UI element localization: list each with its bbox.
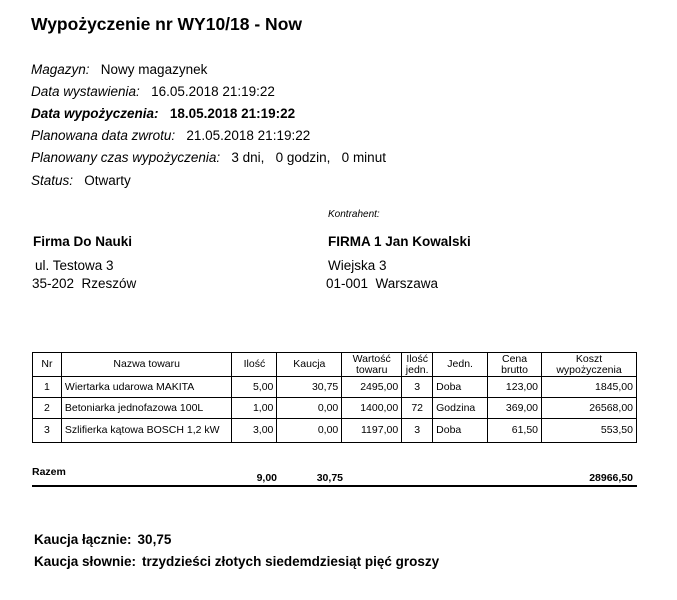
meta-issue-date [31,84,275,99]
header-units: Ilość jedn. [402,353,433,377]
header-nr: Nr [33,353,62,377]
summary-qty-total: 9,00 [256,472,277,484]
header-name: Nazwa towaru [61,353,232,377]
buyer-block [328,234,471,291]
deposit-total-line [34,532,171,547]
cell-nr: 1 [33,377,62,398]
deposit-words-label: Kaucja słownie: [34,554,137,569]
cell-nr: 3 [33,419,62,443]
meta-issue-date-label: Data wystawienia: [31,84,140,99]
summary-deposit-total: 30,75 [316,472,343,484]
cell-nr: 2 [33,398,62,419]
deposit-total-value: 30,75 [137,532,172,547]
cell-name: Wiertarka udarowa MAKITA [61,377,232,398]
seller-block [33,234,136,291]
meta-return-date [31,128,310,143]
cell-qty: 3,00 [232,419,277,443]
contractor-label: Kontrahent: [328,209,380,220]
meta-warehouse [31,62,207,77]
items-table [32,352,637,443]
header-cost: Koszt wypożyczenia [542,353,637,377]
deposit-words-line [34,554,439,569]
meta-rental-date-label: Data wypożyczenia: [31,106,159,121]
cell-cost: 1845,00 [542,377,637,398]
cell-deposit: 30,75 [277,377,342,398]
cell-unit: Doba [433,377,488,398]
cell-value: 1400,00 [342,398,402,419]
document-title: Wypożyczenie nr WY10/18 - Now [31,14,302,34]
cell-deposit: 0,00 [277,419,342,443]
seller-address-line1: ul. Testowa 3 [35,258,114,273]
summary-divider [32,485,637,487]
meta-warehouse-label: Magazyn: [31,62,90,77]
cell-unit: Doba [433,419,488,443]
header-qty: Ilość [232,353,277,377]
table-row [33,398,637,419]
meta-status [31,173,131,188]
cell-cost: 26568,00 [542,398,637,419]
cell-deposit: 0,00 [277,398,342,419]
meta-status-label: Status: [31,173,74,188]
cell-price: 61,50 [488,419,542,443]
meta-issue-date-value: 16.05.2018 21:19:22 [151,84,275,99]
deposit-total-label: Kaucja łącznie: [34,532,132,547]
header-unit: Jedn. [433,353,488,377]
meta-rental-date-value: 18.05.2018 21:19:22 [169,106,296,121]
cell-cost: 553,50 [542,419,637,443]
meta-planned-time-value: 3 dni, 0 godzin, 0 minut [231,150,386,165]
cell-units: 72 [402,398,433,419]
cell-qty: 5,00 [232,377,277,398]
cell-qty: 1,00 [232,398,277,419]
cell-unit: Godzina [433,398,488,419]
table-row [33,419,637,443]
deposit-words-value: trzydzieści złotych siedemdziesiąt pięć groszy [142,554,440,569]
cell-name: Szlifierka kątowa BOSCH 1,2 kW [61,419,232,443]
table-row [33,377,637,398]
summary-cost-total: 28966,50 [589,472,633,484]
buyer-name: FIRMA 1 Jan Kowalski [328,234,471,249]
summary-label: Razem [32,466,66,478]
header-value: Wartość towaru [342,353,402,377]
meta-warehouse-value: Nowy magazynek [100,62,208,77]
meta-rental-date [31,106,295,121]
cell-value: 2495,00 [342,377,402,398]
seller-name: Firma Do Nauki [33,234,133,249]
meta-status-value: Otwarty [84,173,131,188]
table-header-row [33,353,637,377]
meta-planned-time-label: Planowany czas wypożyczenia: [31,150,221,165]
cell-units: 3 [402,377,433,398]
buyer-address-line1: Wiejska 3 [328,258,387,273]
seller-address-line2: 35-202 Rzeszów [32,276,137,291]
meta-return-date-value: 21.05.2018 21:19:22 [186,128,311,143]
header-deposit: Kaucja [277,353,342,377]
meta-return-date-label: Planowana data zwrotu: [31,128,176,143]
cell-price: 123,00 [488,377,542,398]
cell-name: Betoniarka jednofazowa 100L [61,398,232,419]
meta-planned-time [31,150,386,165]
buyer-address-line2: 01-001 Warszawa [326,276,439,291]
cell-value: 1197,00 [342,419,402,443]
header-price: Cena brutto [488,353,542,377]
cell-units: 3 [402,419,433,443]
cell-price: 369,00 [488,398,542,419]
